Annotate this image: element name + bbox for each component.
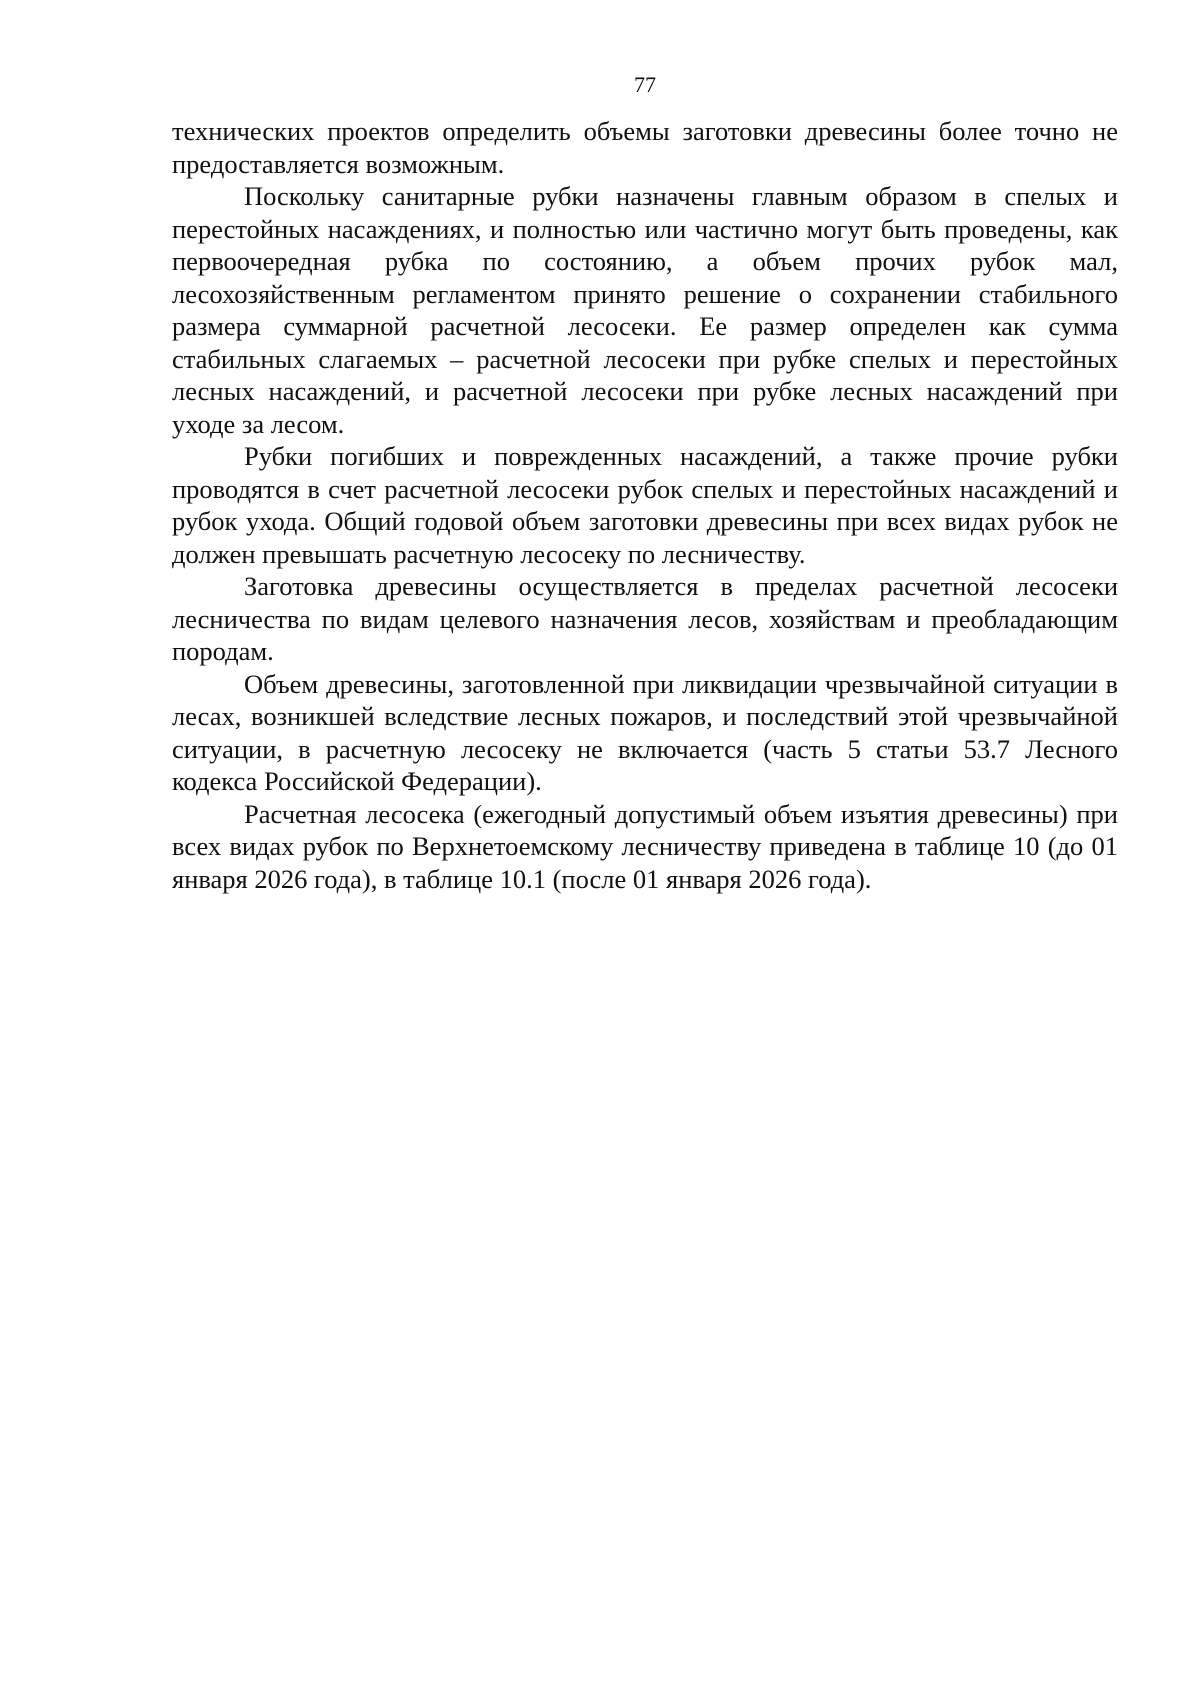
- paragraph-continuation: технических проектов определить объемы заготовки древесины более точно не предоставляется возможным.: [172, 116, 1118, 179]
- paragraph-sanitary-cutting: Поскольку санитарные рубки назначены главным образом в спелых и перестойных насаждениях, и полностью или частично могут быть проведены, как первоочередная рубка по состоянию, а объем прочих рубок мал, лесохозяйственным регламентом принято решение о сохранении стабильного размера суммарной расчетной лесосеки. Ее размер определен как сумма стабильных слагаемых – расчетной лесосеки при рубке спелых и перестойных лесных насаждений, и расчетной лесосеки при рубке лесных насаждений при уходе за лесом.: [172, 181, 1118, 439]
- paragraph-emergency-volume: Объем древесины, заготовленной при ликвидации чрезвычайной ситуации в лесах, возникшей вследствие лесных пожаров, и последствий этой чрезвычайной ситуации, в расчетную лесосеку не включается (часть 5 статьи 53.7 Лесного кодекса Российской Федерации).: [172, 668, 1118, 796]
- page-number: 77: [634, 72, 656, 97]
- document-body: [172, 115, 1118, 895]
- paragraph-damaged-stands: Рубки погибших и поврежденных насаждений, а также прочие рубки проводятся в счет расчетной лесосеки рубок спелых и перестойных насаждений и рубок ухода. Общий годовой объем заготовки древесины при всех видах рубок не должен превышать расчетную лесосеку по лесничеству.: [172, 441, 1118, 569]
- paragraph-harvest-limits: Заготовка древесины осуществляется в пределах расчетной лесосеки лесничества по видам целевого назначения лесов, хозяйствам и преобладающим породам.: [172, 571, 1118, 666]
- paragraph-allowable-cut-reference: Расчетная лесосека (ежегодный допустимый объем изъятия древесины) при всех видах рубок по Верхнетоемскому лесничеству приведена в таблице 10 (до 01 января 2026 года), в таблице 10.1 (после 01 января 2026 года).: [172, 798, 1118, 894]
